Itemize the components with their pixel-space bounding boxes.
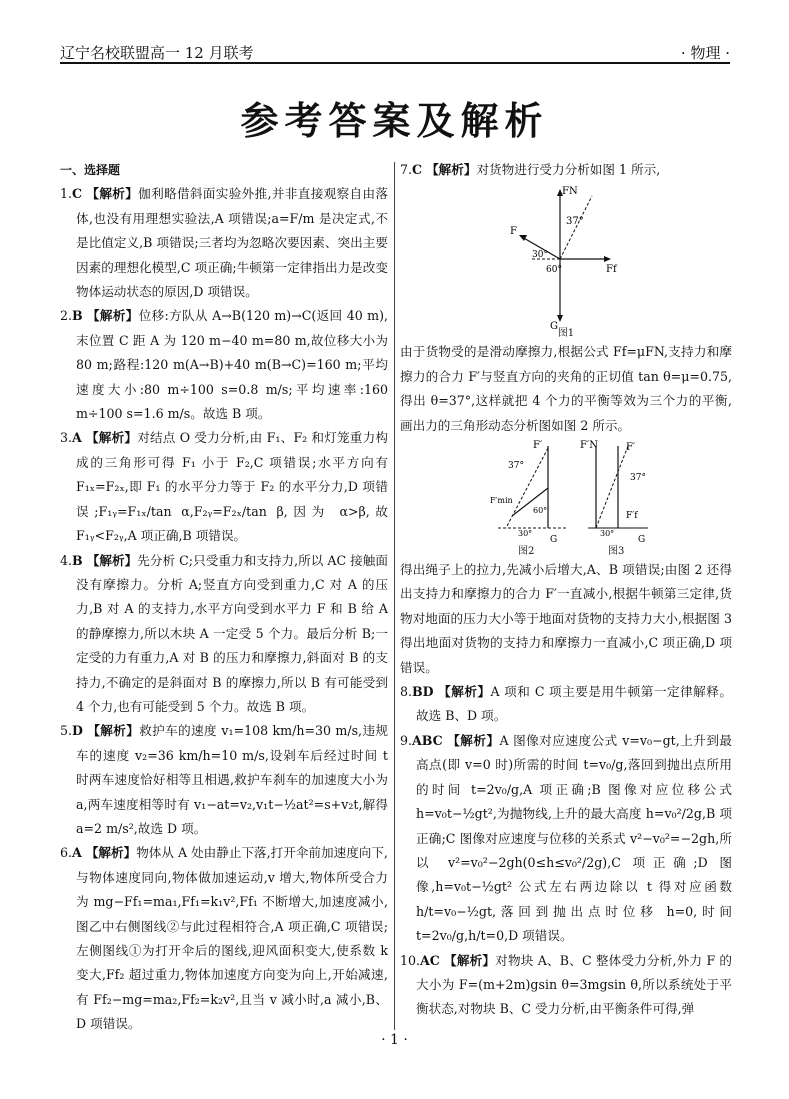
svg-text:G: G (550, 535, 558, 546)
svg-text:37°: 37° (508, 461, 524, 472)
figure-3 (578, 438, 668, 548)
answer-item-7: 7.C 【解析】对货物进行受力分析如图 1 所示, (400, 162, 661, 177)
svg-text:30°: 30° (518, 529, 533, 539)
answer-item-7-cont1: 由于货物受的是滑动摩擦力,根据公式 Ff=μFN,支持力和摩擦力的合力 F′与竖直方向的夹角的正切值 tan θ=μ=0.75,得出 θ=37°,这样就把 4 个力的平衡等效为三个力的平衡,画出力的三角形动态分析图如图 2 所示。 (400, 344, 732, 433)
svg-text:FN: FN (562, 186, 578, 198)
answer-item-6: 6.A 【解析】物体从 A 处由静止下落,打开伞前加速度向下,与物体速度同向,物体做加速运动,v 增大,物体所受合力为 mg−Ff₁=ma₁,Ff₁=k₁v²,Ff₁ 不断增大,加速度减小,图乙中右侧图线②与此过程相符合,A 项正确,C 项错误;左侧图线①为打开伞后的图线,迎风面积变大,使系数 k 变大,Ff₂ 超过重力,物体加速度方向变为向上,开始减速,有 Ff₂−mg=ma₂,Ff₂=k₂v²,且当 v 减小时,a 减小,B、D 项错误。 (60, 845, 388, 1032)
answer-item-5: 5.D 【解析】救护车的速度 v₁=108 km/h=30 m/s,违规车的速度 v₂=36 km/h=10 m/s,设剁车后经过时间 t 时两车速度恰好相等且相遇,救护车刹车的加速度大小为 a,两车速度相等时有 v₁−at=v₂,v₁t−½at²=s+v₂t,解得 a=2 m/s²,故选 D 项。 (60, 723, 389, 836)
right-column (400, 158, 732, 1022)
svg-text:F′N: F′N (580, 440, 598, 452)
svg-text:F′: F′ (626, 442, 636, 454)
svg-text:F: F (510, 226, 517, 238)
page-header (60, 42, 730, 64)
figure-2-caption: 图2 (518, 546, 535, 558)
page-title: 参考答案及解析 (240, 99, 549, 143)
svg-text:G: G (638, 535, 646, 546)
section-heading: 一、选择题 (60, 163, 121, 177)
svg-text:30°: 30° (532, 250, 548, 261)
page-number: · 1 · (381, 1032, 408, 1048)
figure-2 (488, 438, 578, 548)
answer-item-8: 8.BD 【解析】A 项和 C 项主要是用牛顿第一定律解释。故选 B、D 项。 (400, 684, 732, 724)
svg-text:F′: F′ (533, 440, 543, 452)
answer-item-2: 2.B 【解析】位移:方队从 A→B(120 m)→C(返回 40 m),末位置 C 距 A 为 120 m−40 m=80 m,故位移大小为 80 m;路程:120 m(A→B)+40 m(B→C)=160 m;平均速度大小:80 m÷100 s=0.8 m/s;平均速率:160 m÷100 s=1.6 m/s。故选 B 项。 (60, 308, 388, 422)
svg-text:G: G (550, 321, 558, 333)
answer-item-3: 3.A 【解析】对结点 O 受力分析,由 F₁、F₂ 和灯笼重力构成的三角形可得 F₁ 小于 F₂,C 项错误;水平方向有 F₁ₓ=F₂ₓ,即 F₁ 的水平分力等于 F₂ 的水平分力,D 项错误;F₁ᵧ=F₁ₓ/tan α,F₂ᵧ=F₂ₓ/tan β,因为 α>β,故 F₁ᵧ<F₂ᵧ,A 项正确,B 项错误。 (60, 430, 388, 544)
answer-item-9: 9.ABC 【解析】A 图像对应速度公式 v=v₀−gt,上升到最高点(即 v=0 时)所需的时间 t=v₀/g,落回到抛出点所用的时间 t=2v₀/g,A 项正确;B 图像对应位移公式 h=v₀t−½gt²,为抛物线,上升的最大高度 h=v₀²/2g,B 项正确;C 图像对应速度与位移的关系式 v²−v₀²=−2gh,所以 v²=v₀²−2gh(0≤h≤v₀²/2g),C 项正确;D 图像,h=v₀t−½gt² 公式左右两边除以 t 得对应函数 h/t=v₀−½gt,落回到抛出点时位移 h=0,时间 t=2v₀/g,h/t=0,D 项错误。 (400, 732, 733, 944)
column-divider (394, 162, 395, 1030)
figure-3-caption: 图3 (608, 546, 625, 558)
svg-text:60°: 60° (533, 506, 548, 516)
svg-text:F′min: F′min (490, 496, 513, 506)
answer-item-7-cont2: 得出绳子上的拉力,先减小后增大,A、B 项错误;由图 2 还得出支持力和摩擦力的合力 F′一直减小,根据牛顿第三定律,货物对地面的压力大小等于地面对货物的支持力大小,根据图 3 得出地面对货物的支持力和摩擦力一直减小,C 项正确,D 项错误。 (400, 562, 732, 675)
answer-item-1: 1.C 【解析】伽利略借斜面实验外推,并非直接观察自由落体,也没有用理想实验法,A 项错误;a=F/m 是决定式,不是比值定义,B 项错误;三者均为忽略次要因素、突出主要因素的理想化模型,C 项正确;牛顿第一定律指出力是改变物体运动状态的原因,D 项错误。 (60, 186, 388, 300)
svg-text:60°: 60° (546, 265, 562, 276)
figure-1 (500, 184, 620, 334)
svg-text:37°: 37° (566, 216, 584, 228)
svg-text:F′f: F′f (626, 511, 638, 522)
answer-item-10: 10.AC 【解析】对物块 A、B、C 整体受力分析,外力 F 的大小为 F=(m+2m)gsin θ=3mgsin θ,所以系统处于平衡状态,对物块 B、C 受力分析,由平衡条件可得,弹 (400, 952, 732, 1017)
svg-text:Ff: Ff (606, 264, 617, 276)
left-column (60, 158, 388, 1037)
figure-1-caption: 图1 (557, 328, 575, 340)
answer-item-4: 4.B 【解析】先分析 C;只受重力和支持力,所以 AC 接触面没有摩擦力。分析 A;竖直方向受到重力,C 对 A 的压力,B 对 A 的支持力,水平方向受到水平力 F 和 B 给 A 的静摩擦力,所以木块 A 一定受 5 个力。最后分析 B;一定受的力有重力,A 对 B 的压力和摩擦力,斜面对 B 的支持力,不确定的是斜面对 B 的摩擦力,所以 B 有可能受到 4 个力,也有可能受到 5 个力。故选 B 项。 (60, 552, 389, 714)
svg-text:37°: 37° (630, 473, 646, 484)
svg-text:30°: 30° (600, 529, 615, 539)
exam-name: 辽宁名校联盟高一 12 月联考 (60, 44, 254, 62)
subject-name: · 物理 · (680, 44, 730, 62)
figures-2-3 (400, 438, 732, 558)
